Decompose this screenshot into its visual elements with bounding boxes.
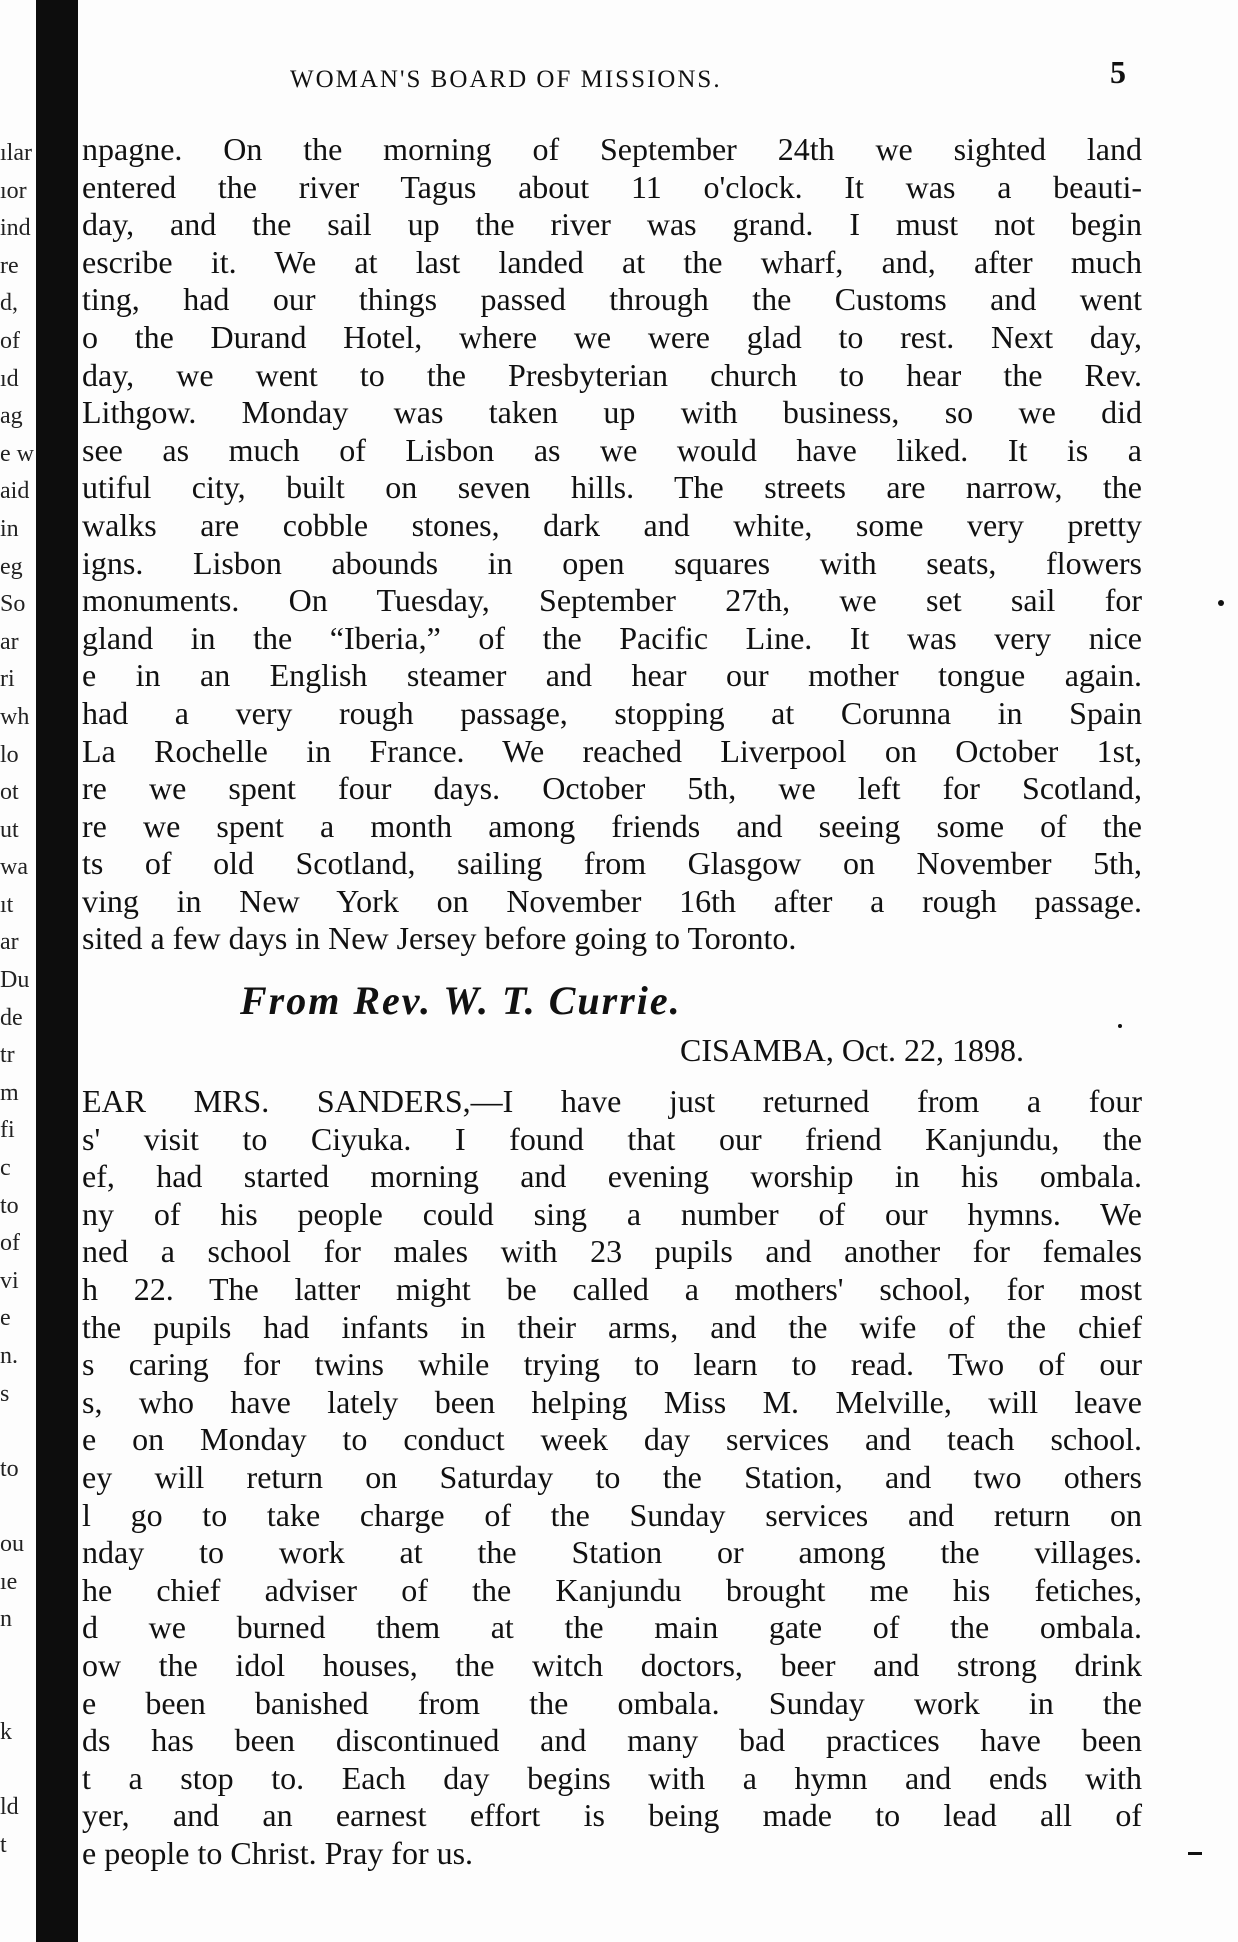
letter-1-body	[82, 131, 1142, 958]
text-line: e on Monday to conduct week day services and teach school.	[82, 1421, 1142, 1458]
text-line: s, who have lately been helping Miss M. Melville, will leave	[82, 1383, 1142, 1420]
text-line: d we burned them at the main gate of the ombala.	[82, 1609, 1142, 1646]
bleed-fragment: c	[0, 1155, 11, 1182]
text-line: sited a few days in New Jersey before going to Toronto.	[82, 920, 797, 957]
text-line: igns. Lisbon abounds in open squares with seats, flowers	[82, 544, 1142, 581]
bleed-fragment: So	[0, 591, 26, 618]
bleed-fragment: ot	[0, 779, 19, 806]
section-heading: From Rev. W. T. Currie.	[240, 978, 682, 1023]
bleed-fragment: wh	[0, 703, 30, 730]
bleed-fragment	[0, 1752, 36, 1790]
bleed-fragment: n.	[0, 1343, 18, 1369]
text-line: npagne. On the morning of September 24th we sighted land	[82, 131, 1142, 167]
dateline: CISAMBA, Oct. 22, 1898.	[680, 1032, 1025, 1068]
binding-shadow	[36, 0, 78, 1942]
bleed-fragment: ld	[0, 1794, 19, 1821]
bleed-fragment	[0, 1413, 36, 1451]
text-line: ey will return on Saturday to the Station, and two others	[82, 1458, 1142, 1495]
bleed-fragment: ılar	[0, 140, 32, 166]
text-line: walks are cobble stones, dark and white, some very pretty	[82, 506, 1142, 543]
bleed-fragment: e w	[0, 440, 34, 467]
bleed-fragment: tr	[0, 1042, 15, 1069]
bleed-fragment: vi	[0, 1267, 19, 1294]
bleed-fragment: n	[0, 1606, 12, 1633]
bleed-fragment: of	[0, 1230, 20, 1257]
bleed-fragment: to	[0, 1192, 19, 1219]
text-line: e people to Christ. Pray for us.	[82, 1834, 474, 1871]
letter-2-body	[82, 1083, 1142, 1872]
bleed-fragment: lo	[0, 741, 19, 768]
page-number: 5	[1110, 54, 1126, 90]
text-line: yer, and an earnest effort is being made to lead all of	[82, 1797, 1142, 1834]
text-line: ving in New York on November 16th after a rough passage.	[82, 882, 1142, 919]
bleed-fragment: m	[0, 1079, 19, 1106]
bleed-fragment: d,	[0, 290, 18, 317]
text-line: re we spent a month among friends and seeing some of the	[82, 807, 1142, 844]
text-line: gland in the “Iberia,” of the Pacific Line. It was very nice	[82, 619, 1142, 656]
text-line: re we spent four days. October 5th, we left for Scotland,	[82, 770, 1142, 807]
text-line: ow the idol houses, the witch doctors, beer and strong drink	[82, 1646, 1142, 1683]
text-line: Lithgow. Monday was taken up with business, so we did	[82, 394, 1142, 431]
text-line: monuments. On Tuesday, September 27th, we set sail for	[82, 582, 1142, 619]
running-head: WOMAN'S BOARD OF MISSIONS.	[290, 66, 722, 93]
bleed-fragment: of	[0, 327, 20, 354]
text-line: t a stop to. Each day begins with a hymn and ends with	[82, 1759, 1142, 1796]
text-line: e been banished from the ombala. Sunday work in the	[82, 1684, 1142, 1721]
text-line: day, we went to the Presbyterian church to hear the Rev.	[82, 356, 1142, 393]
bleed-fragment: e	[0, 1305, 11, 1332]
print-speck	[1188, 1852, 1202, 1855]
print-speck	[1218, 600, 1224, 606]
bleed-fragment: ıor	[0, 177, 27, 204]
bleed-fragment: ar	[0, 929, 19, 956]
bleed-fragment: ou	[0, 1530, 24, 1557]
text-line: ef, had started morning and evening worship in his ombala.	[82, 1158, 1142, 1195]
text-line: had a very rough passage, stopping at Corunna in Spain	[82, 694, 1142, 731]
bleed-fragment: to	[0, 1455, 19, 1482]
text-line: ned a school for males with 23 pupils and another for females	[82, 1233, 1142, 1270]
text-line: ny of his people could sing a number of our hymns. We	[82, 1195, 1142, 1232]
bleed-fragment: ıe	[0, 1568, 18, 1595]
bleed-fragment: ar	[0, 628, 19, 655]
text-line: h 22. The latter might be called a mothers' school, for most	[82, 1270, 1142, 1307]
text-line: EAR MRS. SANDERS,—I have just returned from a four	[82, 1083, 1142, 1119]
bleed-fragment: s	[0, 1380, 10, 1407]
bleed-fragment: fi	[0, 1117, 15, 1144]
bleed-fragment	[0, 1639, 36, 1677]
text-line: s' visit to Ciyuka. I found that our friend Kanjundu, the	[82, 1120, 1142, 1157]
bleed-fragment: ut	[0, 816, 19, 843]
bleed-fragment: ind	[0, 215, 31, 242]
text-line: utiful city, built on seven hills. The streets are narrow, the	[82, 469, 1142, 506]
bleed-fragment: ag	[0, 403, 23, 430]
text-line: s caring for twins while trying to learn to read. Two of our	[82, 1346, 1142, 1383]
text-line: ds has been discontinued and many bad practices have been	[82, 1722, 1142, 1759]
text-line: see as much of Lisbon as we would have liked. It is a	[82, 431, 1142, 468]
bleed-fragment: aid	[0, 478, 30, 505]
text-line: day, and the sail up the river was grand. I must not begin	[82, 206, 1142, 243]
bleed-fragment: in	[0, 515, 19, 542]
text-line: La Rochelle in France. We reached Liverpool on October 1st,	[82, 732, 1142, 769]
text-line: l go to take charge of the Sunday services and return on	[82, 1496, 1142, 1533]
text-line: e in an English steamer and hear our mother tongue again.	[82, 657, 1142, 694]
text-line: entered the river Tagus about 11 o'clock. It was a beauti-	[82, 168, 1142, 205]
bleed-fragment: ri	[0, 666, 15, 693]
text-line: escribe it. We at last landed at the wharf, and, after much	[82, 243, 1142, 280]
text-line: ts of old Scotland, sailing from Glasgow on November 5th,	[82, 845, 1142, 882]
bleed-fragment: t	[0, 1831, 7, 1858]
bleed-fragment: eg	[0, 553, 23, 580]
bleed-through-fragments	[0, 135, 36, 1864]
text-line: the pupils had infants in their arms, and the wife of the chief	[82, 1308, 1142, 1345]
bleed-fragment	[0, 1488, 36, 1526]
text-line: he chief adviser of the Kanjundu brought me his fetiches,	[82, 1571, 1142, 1608]
bleed-fragment: ıd	[0, 365, 19, 392]
text-line: ting, had our things passed through the Customs and went	[82, 281, 1142, 318]
print-speck	[1118, 1024, 1122, 1028]
bleed-fragment: k	[0, 1718, 12, 1745]
bleed-fragment: de	[0, 1004, 23, 1031]
bleed-fragment: re	[0, 252, 19, 279]
bleed-fragment	[0, 1676, 36, 1714]
bleed-fragment: wa	[0, 854, 28, 881]
text-line: nday to work at the Station or among the villages.	[82, 1534, 1142, 1571]
bleed-fragment: ıt	[0, 891, 14, 918]
bleed-fragment: Du	[0, 967, 30, 994]
text-line: o the Durand Hotel, where we were glad to rest. Next day,	[82, 318, 1142, 355]
